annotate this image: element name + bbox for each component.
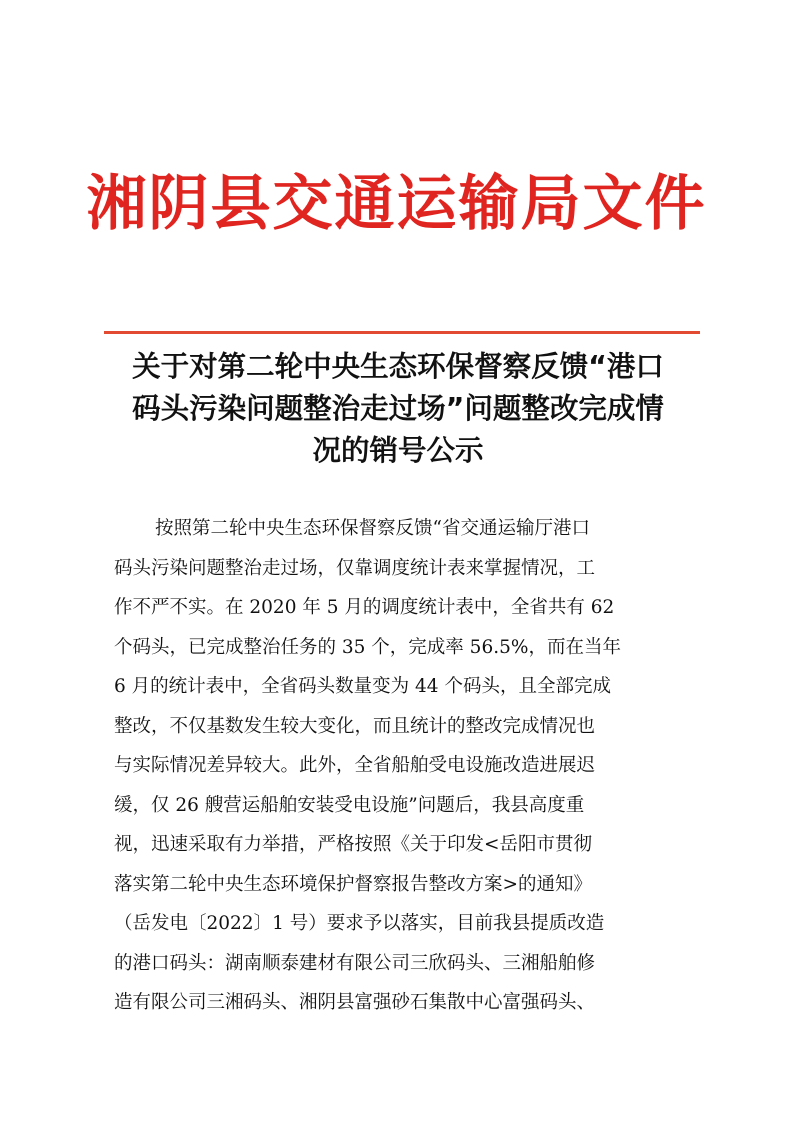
red-header-rule	[104, 331, 700, 334]
body-line-7: 与实际情况差异较大。此外，全省船舶受电设施改造进展迟	[114, 755, 596, 776]
body-line-8: 缓，仅 26 艘营运船舶安装受电设施”问题后，我县高度重	[114, 794, 585, 816]
body-line-10: 落实第二轮中央生态环境保护督察报告整改方案>的通知》	[114, 873, 593, 895]
body-line-12: 的港口码头：湖南顺泰建材有限公司三欣码头、三湘船舶修	[114, 952, 596, 974]
document-body	[114, 509, 684, 1023]
body-line-11: （岳发电〔2022〕1 号）要求予以落实，目前我县提质改造	[114, 913, 605, 934]
title-line-3: 况的销号公示	[312, 434, 484, 467]
body-line-6: 整改，不仅基数发生较大变化，而且统计的整改完成情况也	[114, 715, 596, 737]
body-line-3: 作不严不实。在 2020 年 5 月的调度统计表中，全省共有 62	[114, 597, 615, 618]
body-line-13: 造有限公司三湘码头、湘阴县富强砂石集散中心富强码头、	[114, 992, 596, 1013]
body-line-5: 6 月的统计表中，全省码头数量变为 44 个码头，且全部完成	[114, 676, 611, 697]
body-line-2: 码头污染问题整治走过场，仅靠调度统计表来掌握情况，工	[114, 557, 596, 579]
body-line-4: 个码头，已完成整治任务的 35 个，完成率 56.5%，而在当年	[114, 636, 621, 658]
body-line-9: 视，迅速采取有力举措，严格按照《关于印发<岳阳市贯彻	[114, 834, 593, 855]
document-title	[108, 346, 688, 472]
body-line-1: 按照第二轮中央生态环保督察反馈“省交通运输厅港口	[155, 518, 590, 539]
title-line-2: 码头污染问题整治走过场”问题整改完成情	[132, 392, 664, 425]
title-line-1: 关于对第二轮中央生态环保督察反馈“港口	[132, 350, 664, 383]
agency-header-title: 湘阴县交通运输局文件	[86, 169, 707, 239]
